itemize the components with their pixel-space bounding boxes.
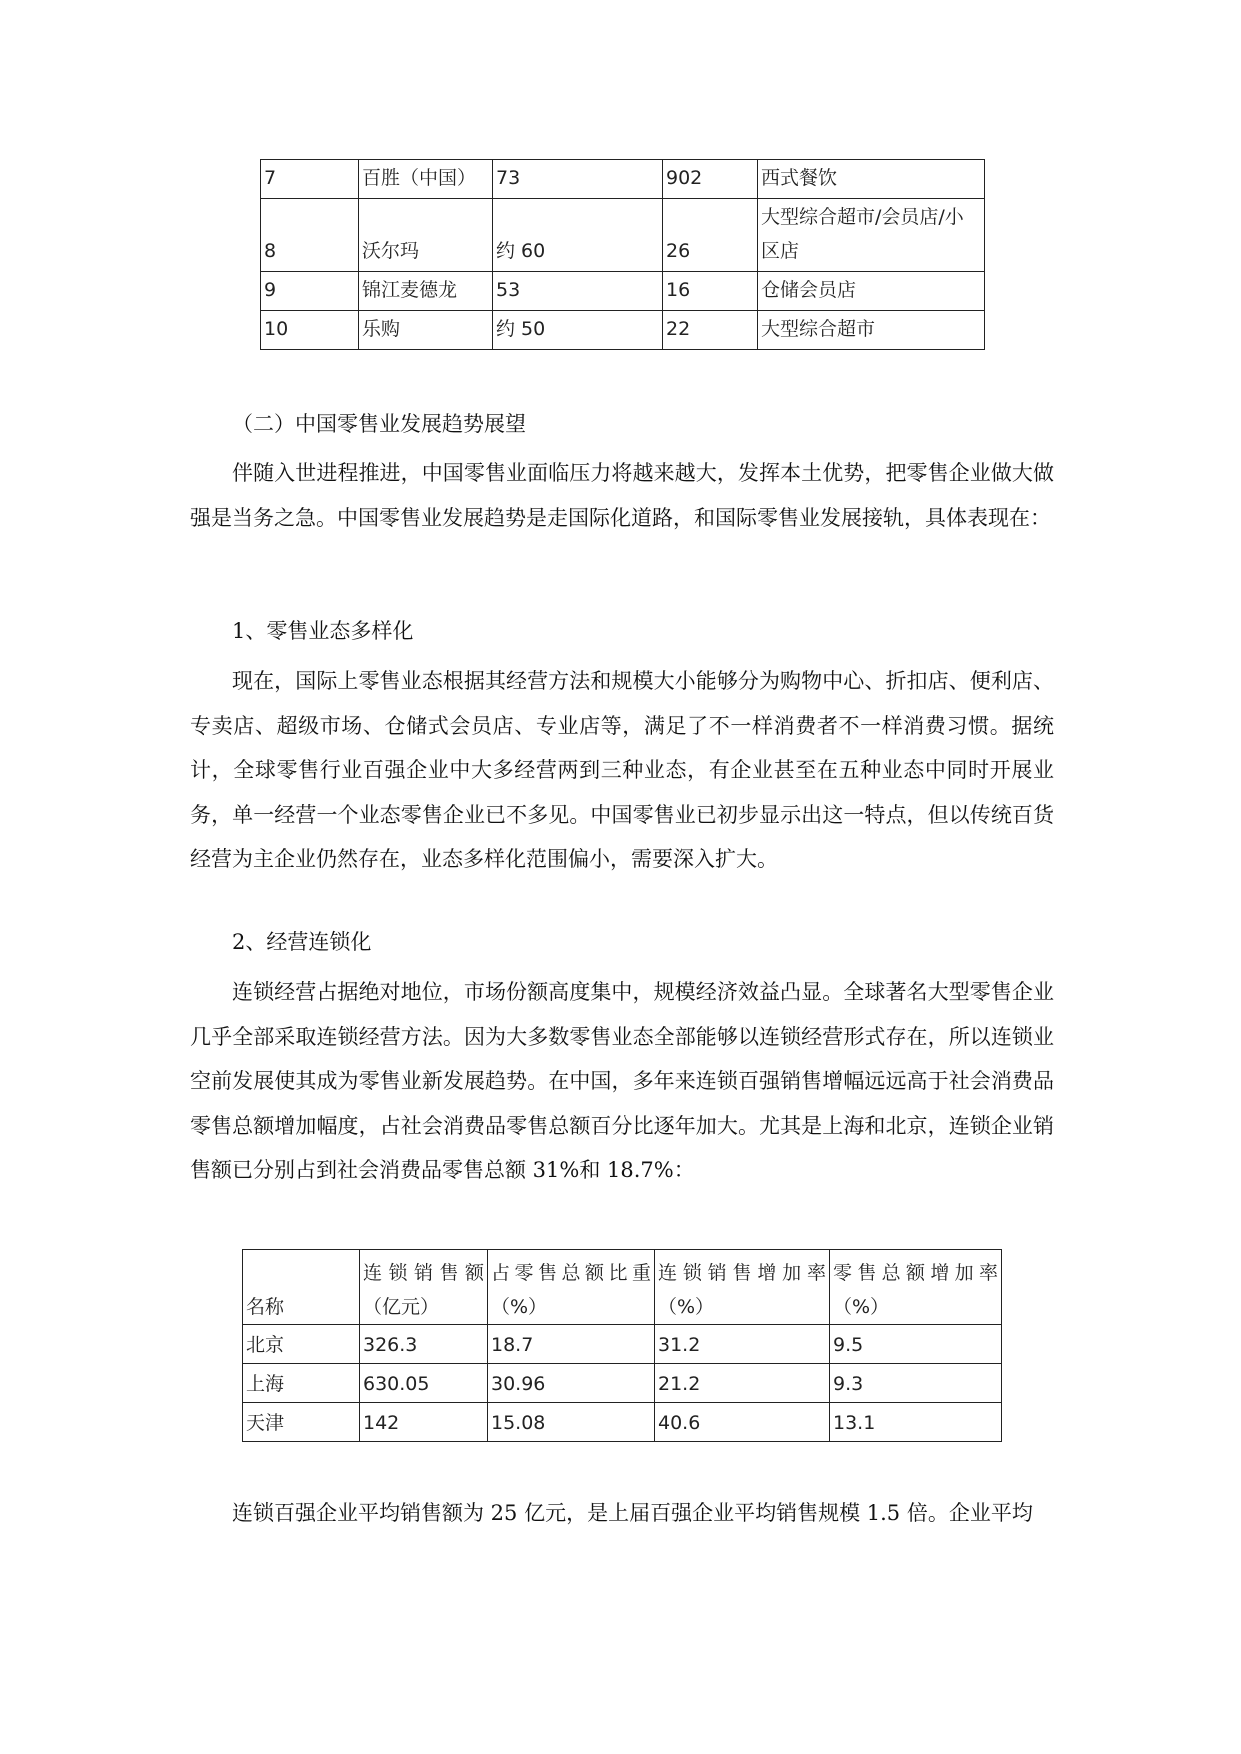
table-row — [243, 1403, 1002, 1442]
header-line: （%） — [833, 1296, 890, 1318]
header-line: （%） — [491, 1296, 548, 1318]
table-cell: 大型综合超市 — [758, 311, 985, 350]
table-row — [261, 199, 985, 272]
header-cell — [360, 1250, 488, 1325]
header-cell — [243, 1250, 360, 1325]
table-cell: 9 — [261, 272, 359, 311]
table-cell: 9.3 — [830, 1364, 1002, 1403]
header-line: 连锁销售增加率 — [658, 1262, 826, 1284]
header-line: （亿元） — [363, 1296, 440, 1318]
table-cell: 630.05 — [360, 1364, 488, 1403]
table-cell: 26 — [663, 199, 758, 272]
paragraph-top100: 连锁百强企业平均销售额为 25 亿元，是上届百强企业平均销售规模 1.5 倍。企业平均 — [232, 1501, 1033, 1525]
table-cell: 西式餐饮 — [758, 160, 985, 199]
header-cell — [488, 1250, 655, 1325]
table-cell: 乐购 — [359, 311, 493, 350]
table-cell: 约 60 — [493, 199, 663, 272]
table-cell: 10 — [261, 311, 359, 350]
table-cell: 31.2 — [655, 1325, 830, 1364]
table-cell: 73 — [493, 160, 663, 199]
paragraph-chain-operation: 连锁经营占据绝对地位，市场份额高度集中，规模经济效益凸显。全球著名大型零售企业几乎全部采取连锁经营方法。因为大多数零售业态全部能够以连锁经营形式存在，所以连锁业空前发展使其成为零售业新发展趋势。在中国，多年来连锁百强销售增幅远远高于社会消费品零售总额增加幅度，占社会消费品零售总额百分比逐年加大。尤其是上海和北京，连锁企业销售额已分别占到社会消费品零售总额 31%和 18.7%： — [190, 980, 1054, 1182]
table-cell: 326.3 — [360, 1325, 488, 1364]
header-cell — [830, 1250, 1002, 1325]
table-cell: 9.5 — [830, 1325, 1002, 1364]
table-cell: 沃尔玛 — [359, 199, 493, 272]
table-cell: 13.1 — [830, 1403, 1002, 1442]
table-cell: 天津 — [243, 1403, 360, 1442]
table-cell: 40.6 — [655, 1403, 830, 1442]
table-row — [261, 160, 985, 199]
table-row — [243, 1325, 1002, 1364]
table-cell: 北京 — [243, 1325, 360, 1364]
header-line: 连锁销售额 — [363, 1262, 484, 1284]
table-cell: 18.7 — [488, 1325, 655, 1364]
header-line: （%） — [658, 1296, 715, 1318]
table-row — [243, 1364, 1002, 1403]
table-header-row — [243, 1250, 1002, 1325]
table-cell: 约 50 — [493, 311, 663, 350]
table-cell: 30.96 — [488, 1364, 655, 1403]
table-cell: 16 — [663, 272, 758, 311]
table-cell: 大型综合超市/会员店/小区店 — [758, 199, 985, 272]
retail-enterprise-table — [260, 159, 985, 350]
table-cell: 仓储会员店 — [758, 272, 985, 311]
heading-diversification: 1、零售业态多样化 — [232, 619, 414, 643]
table-row — [261, 311, 985, 350]
table-cell: 锦江麦德龙 — [359, 272, 493, 311]
table-cell: 21.2 — [655, 1364, 830, 1403]
table-cell: 上海 — [243, 1364, 360, 1403]
chain-sales-table — [242, 1249, 1002, 1442]
table-cell: 8 — [261, 199, 359, 272]
table-cell: 7 — [261, 160, 359, 199]
table-cell: 142 — [360, 1403, 488, 1442]
table-cell: 902 — [663, 160, 758, 199]
table-cell: 22 — [663, 311, 758, 350]
table-row — [261, 272, 985, 311]
table-cell: 15.08 — [488, 1403, 655, 1442]
heading-chain-operation: 2、经营连锁化 — [232, 930, 372, 954]
paragraph-intro: 伴随入世进程推进，中国零售业面临压力将越来越大，发挥本土优势，把零售企业做大做强是当务之急。中国零售业发展趋势是走国际化道路，和国际零售业发展接轨，具体表现在： — [190, 461, 1054, 530]
section-title: （二）中国零售业发展趋势展望 — [232, 412, 526, 436]
header-cell — [655, 1250, 830, 1325]
header-line: 名称 — [246, 1296, 285, 1318]
header-line: 占零售总额比重 — [491, 1262, 651, 1284]
table-cell: 百胜（中国） — [359, 160, 493, 199]
table-cell: 53 — [493, 272, 663, 311]
paragraph-diversification: 现在，国际上零售业态根据其经营方法和规模大小能够分为购物中心、折扣店、便利店、专卖店、超级市场、仓储式会员店、专业店等，满足了不一样消费者不一样消费习惯。据统计，全球零售行业百强企业中大多经营两到三种业态，有企业甚至在五种业态中同时开展业务，单一经营一个业态零售企业已不多见。中国零售业已初步显示出这一特点，但以传统百货经营为主企业仍然存在，业态多样化范围偏小，需要深入扩大。 — [190, 669, 1054, 871]
header-line: 零售总额增加率 — [833, 1262, 998, 1284]
